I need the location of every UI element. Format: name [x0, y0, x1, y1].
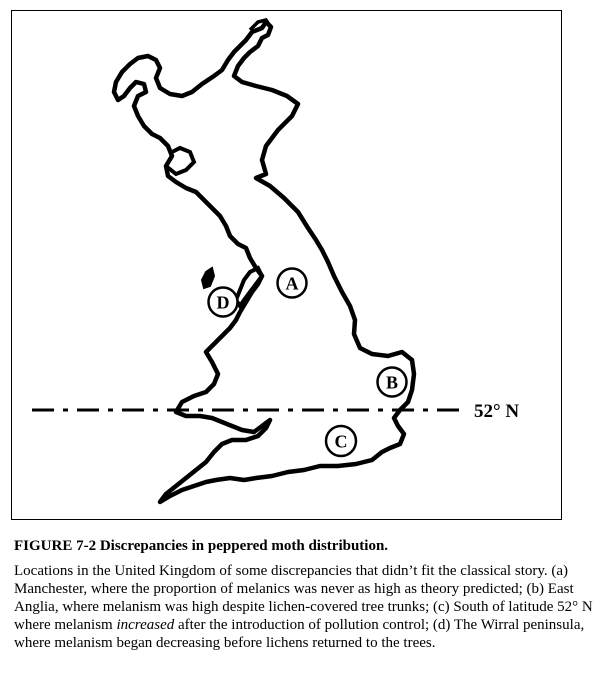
caption-emphasis: increased: [116, 617, 175, 633]
marker-c-label: C: [334, 431, 348, 452]
britain-coastline: [114, 22, 414, 502]
marker-d-label: D: [216, 292, 230, 313]
marker-a: [278, 269, 307, 298]
marker-b: [378, 368, 407, 397]
marker-d: [209, 288, 238, 317]
figure-caption-body: [14, 562, 599, 652]
marker-a-label: A: [285, 273, 299, 294]
anglesey-island: [202, 268, 214, 288]
marker-b-label: B: [385, 372, 399, 393]
caption-text-part2: after the introduction of pollution control; (d) The Wirral peninsula, where melanism began decreasing before lichens returned to the trees.: [14, 617, 585, 651]
latitude-52n-label: 52° N: [474, 401, 520, 422]
figure-caption-title: FIGURE 7-2 Discrepancies in peppered moth distribution.: [14, 538, 389, 554]
marker-c: [326, 426, 356, 456]
caption-text-part1: Locations in the United Kingdom of some discrepancies that didn’t fit the classical story. (a) Manchester, where the proportion of melanics was never as high as theory predicted; (b) East Anglia, where melanism was high despite lichen-covered tree trunks; (c) South of latitude 52° N where melanism: [14, 563, 593, 633]
